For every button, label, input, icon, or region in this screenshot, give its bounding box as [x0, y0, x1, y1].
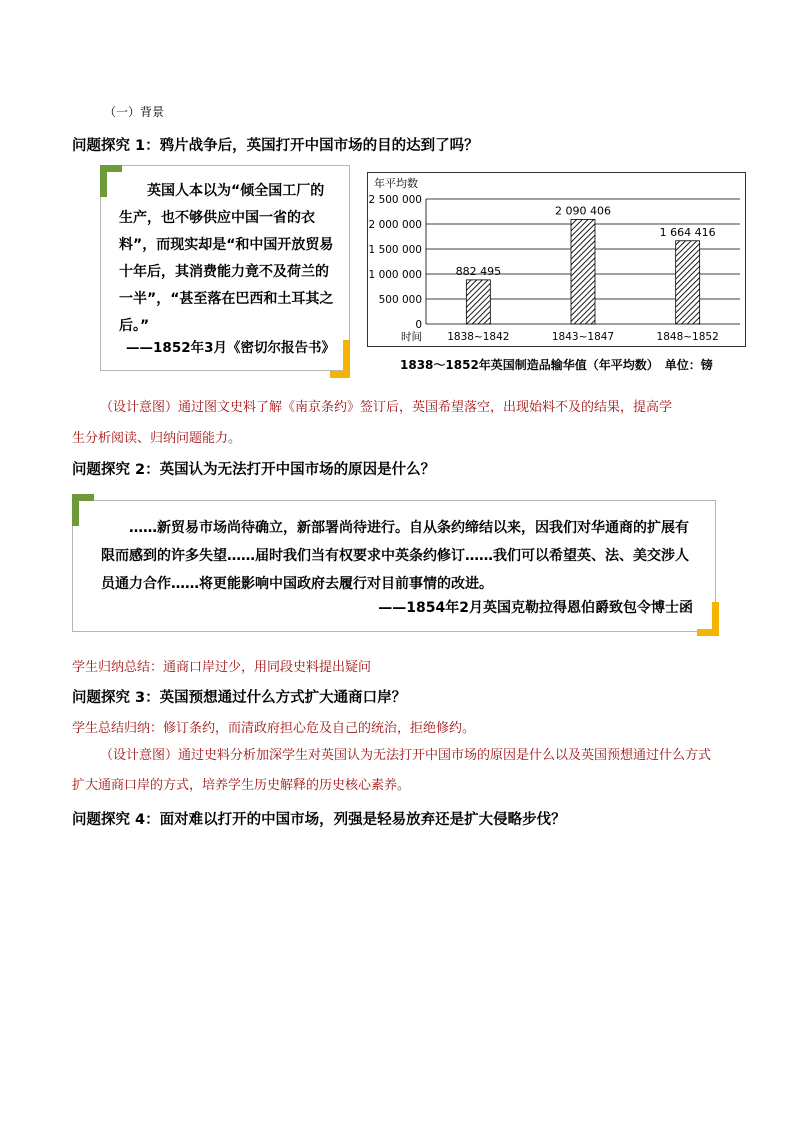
section-title: （一）背景 [104, 105, 165, 119]
quote-1-line: 英国人本以为“倾全国工厂的 [147, 183, 325, 199]
design-intent-1-line1: （设计意图）通过图文史料了解《南京条约》签订后，英国希望落空，出现始料不及的结果，提高学 [100, 400, 673, 415]
y-tick-label: 1 000 000 [368, 269, 422, 281]
y-tick-label: 2 500 000 [368, 194, 422, 206]
question-1 [72, 134, 479, 155]
question-1-text: 鸦片战争后，英国打开中国市场的目的达到了吗？ [159, 138, 479, 154]
question-4-label: 问题探究 4： [72, 812, 160, 828]
bar [571, 219, 595, 324]
x-tick-label: 1843~1847 [551, 331, 615, 343]
student-summary-2: 学生总结归纳：修订条约，而清政府担心危及自己的统治，拒绝修约。 [72, 721, 476, 736]
question-2-label: 问题探究 2： [72, 462, 160, 478]
y-axis-label: 年平均数 [374, 177, 418, 190]
quote-1-line: 后。” [119, 318, 150, 334]
question-1-label: 问题探究 1： [72, 138, 160, 154]
bar-value-label: 882 495 [455, 264, 502, 278]
y-tick-label: 1 500 000 [368, 244, 422, 256]
x-tick-label: 1848~1852 [656, 331, 719, 343]
quote-box-2 [72, 500, 716, 632]
corner-decoration-green [100, 165, 122, 172]
quote-1-line: 十年后，其消费能力竟不及荷兰的 [119, 264, 329, 280]
y-tick-label: 500 000 [378, 294, 422, 306]
quote-1-line: 生产，也不够供应中国一省的衣 [119, 210, 315, 226]
corner-decoration-yellow [330, 371, 350, 378]
question-4 [72, 808, 566, 829]
quote-2-paragraph: ……新贸易市场尚待确立，新部署尚待进行。自从条约缔结以来，因我们对华通商的扩展有限而感到的许多失望……届时我们当有权要求中英条约修订……我们可以希望英、法、美交涉人员通力合作……将更能影响中国政府去履行对目前事情的改进。 [101, 520, 689, 592]
x-axis-label: 时间 [401, 331, 422, 343]
quote-1-text [119, 178, 345, 340]
y-tick-label: 0 [415, 319, 422, 331]
bar [676, 241, 700, 324]
chart-caption: 1838～1852年英国制造品输华值（年平均数） 单位：镑 [400, 358, 713, 372]
design-intent-1-line2: 生分析阅读、归纳问题能力。 [72, 431, 242, 446]
question-3 [72, 686, 406, 707]
quote-1-line: 一半”，“甚至落在巴西和土耳其之 [119, 291, 334, 307]
quote-2-text [101, 514, 701, 598]
design-intent-2: （设计意图）通过史料分析加深学生对英国认为无法打开中国市场的原因是什么以及英国预想通过什么方式扩大通商口岸的方式，培养学生历史解释的历史核心素养。 [72, 748, 712, 793]
quote-1-citation: ——1852年3月《密切尔报告书》 [126, 340, 335, 356]
question-2 [72, 458, 435, 479]
y-tick-label: 2 000 000 [368, 219, 422, 231]
quote-box-1 [100, 165, 350, 371]
bar-value-label: 1 664 416 [659, 225, 716, 239]
question-4-text: 面对难以打开的中国市场，列强是轻易放弃还是扩大侵略步伐？ [159, 812, 566, 828]
bar-chart [367, 172, 746, 347]
question-2-text: 英国认为无法打开中国市场的原因是什么？ [159, 462, 436, 478]
quote-2-citation: ——1854年2月英国克勒拉得恩伯爵致包令博士函 [378, 600, 693, 616]
corner-decoration-green [72, 494, 94, 501]
bar-value-label: 2 090 406 [555, 204, 611, 218]
student-summary-1: 学生归纳总结：通商口岸过少，用同段史料提出疑问 [72, 660, 372, 675]
quote-1-line: 料”，而现实却是“和中国开放贸易 [119, 237, 334, 253]
bar [466, 280, 490, 324]
bar-chart-svg [368, 173, 745, 346]
x-tick-label: 1838~1842 [447, 331, 510, 343]
question-3-label: 问题探究 3： [72, 690, 160, 706]
corner-decoration-yellow [697, 629, 719, 636]
question-3-text: 英国预想通过什么方式扩大通商口岸？ [159, 690, 407, 706]
